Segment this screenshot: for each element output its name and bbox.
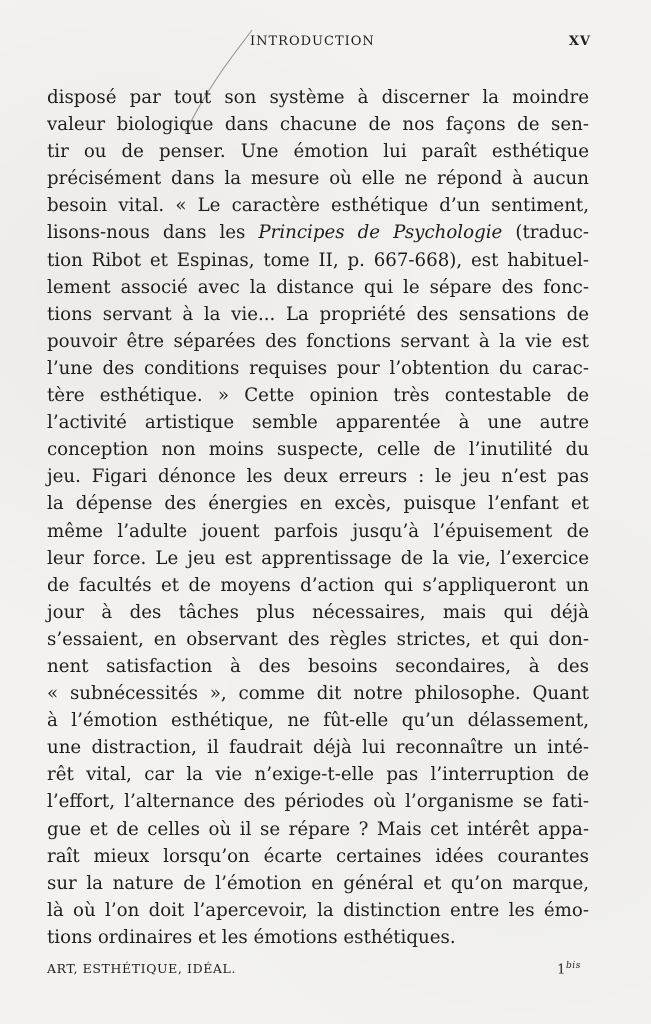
- sheet-mark: [557, 961, 581, 977]
- book-title: Principes de Psychologie: [258, 222, 503, 244]
- text-line: jeu. Figari dénonce les deux erreurs : le jeu n’est pas: [47, 466, 589, 488]
- text-line: s’essaient, en observant des règles strictes, et qui don-: [47, 628, 589, 650]
- text-line: « subnécessités », comme dit notre philosophe. Quant: [47, 683, 589, 705]
- text-line: l’activité artistique semble apparentée à une autre: [47, 412, 589, 434]
- text-line: la dépense des énergies en excès, puisque l’enfant et: [47, 493, 589, 515]
- text-line: à l’émotion esthétique, ne fût-elle qu’un délassement,: [47, 710, 589, 732]
- text-line: jour à des tâches plus nécessaires, mais qui déjà: [47, 601, 589, 623]
- sheet-mark-number: 1: [557, 962, 566, 978]
- page-footer: [0, 961, 651, 981]
- running-head: [0, 34, 651, 56]
- text-line: lisons-nous dans les Principes de Psychologie (traduc-: [47, 222, 589, 244]
- text-line: l’une des conditions requises pour l’obtention du carac-: [47, 357, 589, 379]
- body-text: [47, 84, 589, 951]
- text-line: tions servant à la vie... La propriété des sensations de: [47, 303, 589, 325]
- text-line: disposé par tout son système à discerner la moindre: [47, 87, 589, 108]
- text-line: même l’adulte jouent parfois jusqu’à l’épuisement de: [47, 520, 589, 542]
- sheet-mark-sup: bis: [565, 961, 581, 971]
- text-line: conception non moins suspecte, celle de l’inutilité du: [47, 439, 589, 461]
- text-line: tions ordinaires et les émotions esthétiques.: [47, 926, 456, 948]
- text-line: de facultés et de moyens d’action qui s’appliqueront un: [47, 574, 589, 596]
- text-line: pouvoir être séparées des fonctions servant à la vie est: [47, 330, 589, 352]
- text-line: l’effort, l’alternance des périodes où l’organisme se fati-: [47, 791, 589, 813]
- running-title: INTRODUCTION: [250, 34, 375, 49]
- text-line: tère esthétique. » Cette opinion très contestable de: [47, 385, 589, 407]
- text-line: précisément dans la mesure où elle ne répond à aucun: [47, 168, 589, 190]
- text-line: tion Ribot et Espinas, tome II, p. 667-668), est habituel-: [47, 249, 589, 271]
- text-line: raît mieux lorsqu’on écarte certaines idées courantes: [47, 845, 589, 867]
- text-line: valeur biologique dans chacune de nos façons de sen-: [47, 114, 589, 136]
- page-number: XV: [568, 34, 591, 49]
- text-line: besoin vital. « Le caractère esthétique d’un sentiment,: [47, 195, 589, 217]
- text-line: lement associé avec la distance qui le sépare des fonc-: [47, 276, 589, 298]
- text-line: leur force. Le jeu est apprentissage de la vie, l’exercice: [47, 547, 589, 569]
- text-line: tir ou de penser. Une émotion lui paraît esthétique: [47, 141, 589, 163]
- text-line: gue et de celles où il se répare ? Mais cet intérêt appa-: [47, 818, 589, 840]
- text-line: une distraction, il faudrait déjà lui reconnaître un inté-: [47, 737, 589, 759]
- text-line: là où l’on doit l’apercevoir, la distinction entre les émo-: [47, 899, 589, 921]
- text-line: nent satisfaction à des besoins secondaires, à des: [47, 655, 589, 677]
- text-line: sur la nature de l’émotion en général et qu’on marque,: [47, 872, 589, 894]
- text-line: rêt vital, car la vie n’exige-t-elle pas l’interruption de: [47, 764, 589, 786]
- signature-title: ART, ESTHÉTIQUE, IDÉAL.: [47, 961, 237, 976]
